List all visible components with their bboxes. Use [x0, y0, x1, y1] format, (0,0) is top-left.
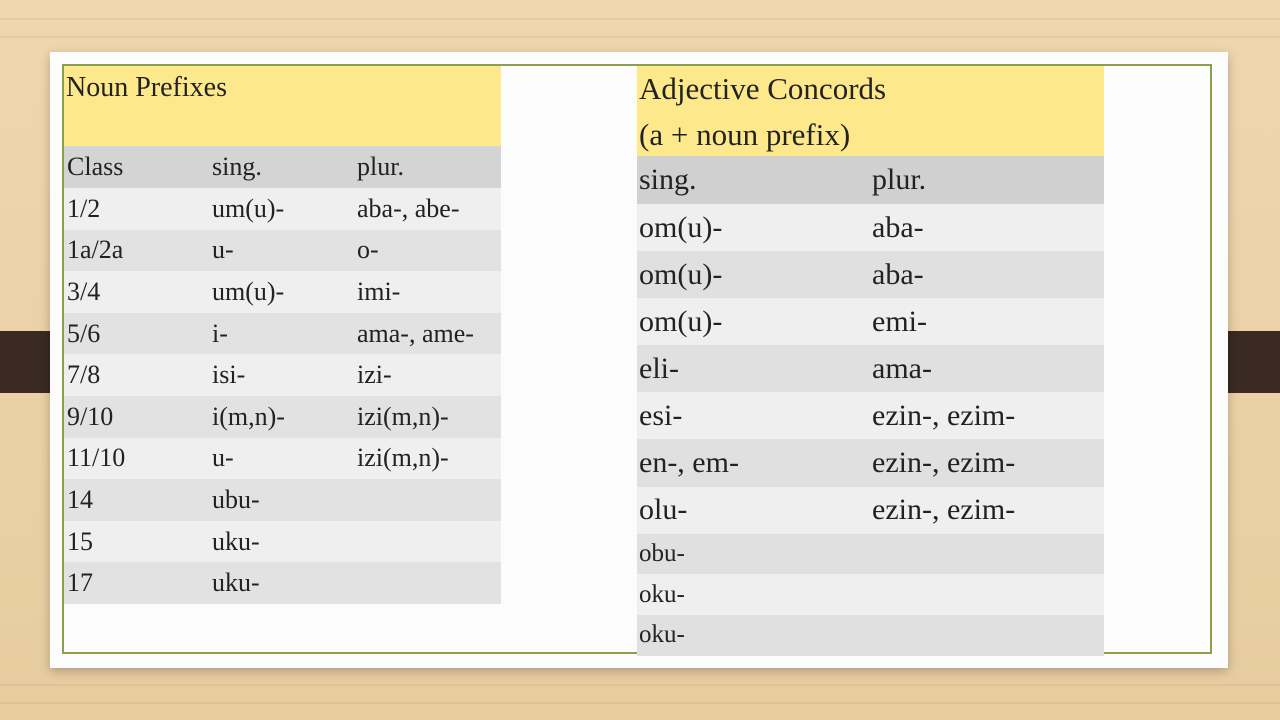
table-row: [637, 345, 1104, 392]
cell-plur: o-: [357, 235, 379, 265]
cell-plur: izi-: [357, 360, 392, 390]
header-plur: plur.: [872, 163, 927, 196]
table-row: [64, 313, 501, 355]
cell-sing: ubu-: [212, 484, 260, 514]
cell-sing: olu-: [639, 493, 688, 527]
adjective-concords-title-line2: (a + noun prefix): [639, 117, 851, 152]
adjective-concords-title-line1: Adjective Concords: [639, 71, 887, 106]
table-row: [637, 392, 1104, 439]
cell-class: 5/6: [67, 318, 101, 348]
table-row: [637, 574, 1104, 615]
cell-sing: om(u)-: [639, 304, 723, 338]
table-row: [64, 479, 501, 521]
noun-prefixes-title: Noun Prefixes: [64, 66, 501, 146]
cell-class: 11/10: [67, 443, 126, 473]
cell-plur: ezin-, ezim-: [872, 398, 1016, 432]
table-row: [637, 615, 1104, 656]
cell-plur: ezin-, ezim-: [872, 446, 1016, 480]
table-header-row: [637, 156, 1104, 204]
cell-class: 1/2: [67, 193, 101, 223]
cell-plur: aba-: [872, 257, 924, 291]
table-row: [637, 204, 1104, 251]
cell-sing: i(m,n)-: [212, 401, 285, 431]
table-row: [637, 298, 1104, 345]
table-row: [64, 521, 501, 563]
cell-class: 14: [67, 484, 93, 514]
cell-plur: emi-: [872, 304, 927, 338]
table-row: [637, 534, 1104, 575]
table-row: [64, 438, 501, 480]
cell-class: 15: [67, 526, 93, 556]
header-sing: sing.: [639, 163, 697, 196]
cell-class: 1a/2a: [67, 235, 124, 265]
noun-prefixes-table: [64, 66, 501, 604]
adjective-concords-table: [637, 66, 1104, 656]
cell-plur: izi(m,n)-: [357, 443, 449, 473]
cell-plur: ama-, ame-: [357, 318, 474, 348]
cell-class: 3/4: [67, 276, 101, 306]
cell-sing: u-: [212, 235, 234, 265]
header-class: Class: [67, 152, 124, 181]
cell-sing: en-, em-: [639, 446, 739, 480]
table-row: [64, 354, 501, 396]
table-header-row: [64, 146, 501, 188]
cell-sing: esi-: [639, 398, 683, 432]
cell-plur: aba-: [872, 210, 924, 244]
table-row: [64, 188, 501, 230]
cell-plur: aba-, abe-: [357, 193, 460, 223]
wood-grain: [0, 18, 1280, 20]
adjective-concords-title: [637, 66, 1104, 156]
cell-sing: om(u)-: [639, 210, 723, 244]
cell-sing: eli-: [639, 351, 679, 385]
cell-plur: ama-: [872, 351, 932, 385]
cell-plur: ezin-, ezim-: [872, 493, 1016, 527]
cell-sing: i-: [212, 318, 228, 348]
table-row: [637, 439, 1104, 486]
cell-sing: u-: [212, 443, 234, 473]
cell-sing: isi-: [212, 360, 246, 390]
cell-sing: um(u)-: [212, 276, 285, 306]
cell-plur: izi(m,n)-: [357, 401, 449, 431]
table-row: [637, 487, 1104, 534]
cell-sing: oku-: [639, 621, 685, 649]
header-plur: plur.: [357, 152, 404, 181]
cell-sing: oku-: [639, 580, 685, 608]
cell-sing: um(u)-: [212, 193, 285, 223]
table-row: [637, 251, 1104, 298]
wood-grain: [0, 702, 1280, 704]
header-sing: sing.: [212, 152, 262, 181]
cell-class: 9/10: [67, 401, 114, 431]
table-row: [64, 396, 501, 438]
table-row: [64, 562, 501, 604]
table-row: [64, 271, 501, 313]
cell-sing: uku-: [212, 526, 260, 556]
cell-sing: om(u)-: [639, 257, 723, 291]
cell-sing: uku-: [212, 568, 260, 598]
cell-sing: obu-: [639, 540, 685, 567]
cell-class: 17: [67, 568, 93, 598]
cell-class: 7/8: [67, 360, 101, 390]
table-row: [64, 230, 501, 272]
wood-grain: [0, 684, 1280, 686]
cell-plur: imi-: [357, 276, 401, 306]
wood-grain: [0, 36, 1280, 38]
